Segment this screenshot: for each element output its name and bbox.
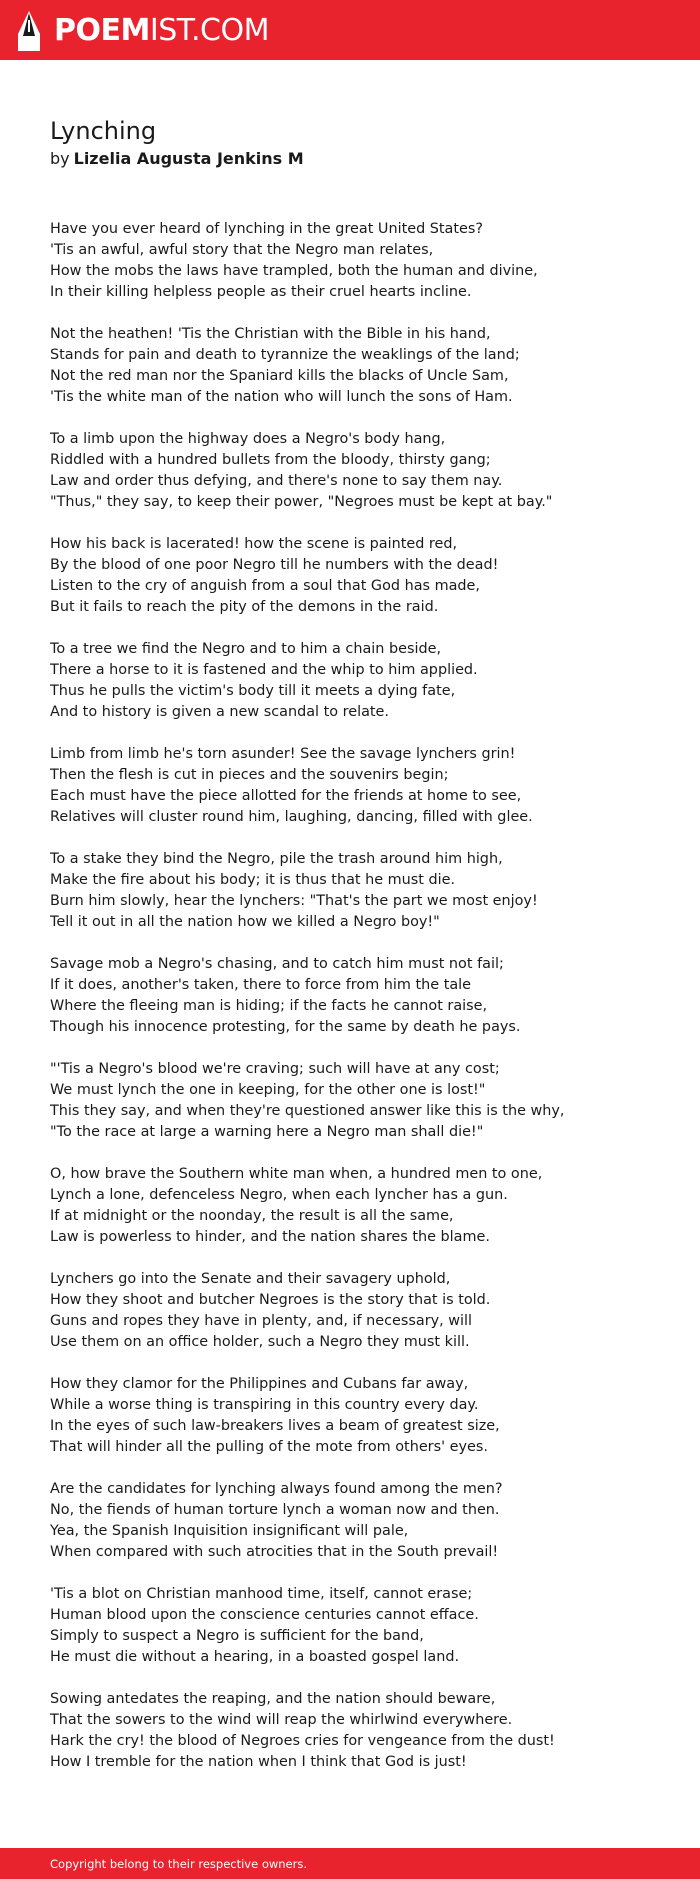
poem-line: Hark the cry! the blood of Negroes cries for vengeance from the dust! bbox=[50, 1733, 555, 1749]
poem-stanza bbox=[50, 534, 670, 618]
poem-line: Relatives will cluster round him, laughing, dancing, filled with glee. bbox=[50, 809, 533, 825]
poem-line: "'Tis a Negro's blood we're craving; such will have at any cost; bbox=[50, 1061, 500, 1077]
poem-line: If it does, another's taken, there to force from him the tale bbox=[50, 977, 472, 993]
poem-line: Limb from limb he's torn asunder! See the savage lynchers grin! bbox=[50, 746, 516, 762]
poem-line: Thus he pulls the victim's body till it meets a dying fate, bbox=[50, 683, 456, 699]
poem-line: Burn him slowly, hear the lynchers: "That's the part we most enjoy! bbox=[50, 893, 538, 909]
poem-line: He must die without a hearing, in a boasted gospel land. bbox=[50, 1649, 460, 1665]
poem-line: Not the heathen! 'Tis the Christian with the Bible in his hand, bbox=[50, 326, 491, 342]
poem-line: Savage mob a Negro's chasing, and to catch him must not fail; bbox=[50, 956, 504, 972]
poem-stanza bbox=[50, 639, 670, 723]
poem-stanza bbox=[50, 1269, 670, 1353]
byline bbox=[50, 148, 304, 170]
poem-line: Guns and ropes they have in plenty, and, if necessary, will bbox=[50, 1313, 473, 1329]
copyright-text: Copyright belong to their respective owners. bbox=[50, 1857, 308, 1871]
poem-line: Riddled with a hundred bullets from the bloody, thirsty gang; bbox=[50, 452, 491, 468]
site-header bbox=[0, 0, 700, 60]
poem-line: In their killing helpless people as their cruel hearts incline. bbox=[50, 284, 472, 300]
poem-line: Simply to suspect a Negro is sufficient for the band, bbox=[50, 1628, 424, 1644]
poem-line: That will hinder all the pulling of the mote from others' eyes. bbox=[50, 1439, 488, 1455]
poem-line: Use them on an office holder, such a Negro they must kill. bbox=[50, 1334, 470, 1350]
poem-stanza bbox=[50, 1479, 670, 1563]
poem-stanza bbox=[50, 324, 670, 408]
poem-line: Lynchers go into the Senate and their savagery uphold, bbox=[50, 1271, 451, 1287]
poem-line: How the mobs the laws have trampled, both the human and divine, bbox=[50, 263, 538, 279]
poem-line: Yea, the Spanish Inquisition insignificant will pale, bbox=[50, 1523, 409, 1539]
poem-line: Each must have the piece allotted for the friends at home to see, bbox=[50, 788, 522, 804]
poem-stanza bbox=[50, 1374, 670, 1458]
poem-line: 'Tis a blot on Christian manhood time, itself, cannot erase; bbox=[50, 1586, 473, 1602]
poem-body bbox=[50, 219, 670, 1794]
poem-line: How they shoot and butcher Negroes is the story that is told. bbox=[50, 1292, 491, 1308]
poem-stanza bbox=[50, 954, 670, 1038]
poem-line: Where the fleeing man is hiding; if the facts he cannot raise, bbox=[50, 998, 488, 1014]
poem-line: Listen to the cry of anguish from a soul that God has made, bbox=[50, 578, 480, 594]
poem-line: No, the fiends of human torture lynch a woman now and then. bbox=[50, 1502, 500, 1518]
poem-line: We must lynch the one in keeping, for the other one is lost!" bbox=[50, 1082, 486, 1098]
poem-stanza bbox=[50, 1164, 670, 1248]
poem-line: Law is powerless to hinder, and the nation shares the blame. bbox=[50, 1229, 490, 1245]
poem-line: In the eyes of such law-breakers lives a beam of greatest size, bbox=[50, 1418, 500, 1434]
poem-stanza bbox=[50, 849, 670, 933]
poem-line: Lynch a lone, defenceless Negro, when each lyncher has a gun. bbox=[50, 1187, 508, 1203]
poem-line: That the sowers to the wind will reap the whirlwind everywhere. bbox=[50, 1712, 513, 1728]
poem-line: To a tree we find the Negro and to him a chain beside, bbox=[50, 641, 442, 657]
site-logo[interactable] bbox=[16, 10, 269, 52]
logo-text-bold: POEM bbox=[54, 13, 150, 48]
poem-line: There a horse to it is fastened and the whip to him applied. bbox=[50, 662, 478, 678]
poem-line: Then the flesh is cut in pieces and the souvenirs begin; bbox=[50, 767, 449, 783]
poem-stanza bbox=[50, 429, 670, 513]
logo-text-light: IST.COM bbox=[149, 13, 269, 48]
by-prefix: by bbox=[50, 149, 70, 168]
poem-line: To a stake they bind the Negro, pile the trash around him high, bbox=[50, 851, 503, 867]
poem-line: Law and order thus defying, and there's none to say them nay. bbox=[50, 473, 503, 489]
poem-line: But it fails to reach the pity of the demons in the raid. bbox=[50, 599, 439, 615]
poem-line: When compared with such atrocities that in the South prevail! bbox=[50, 1544, 499, 1560]
poem-line: 'Tis the white man of the nation who will lunch the sons of Ham. bbox=[50, 389, 513, 405]
poem-line: And to history is given a new scandal to relate. bbox=[50, 704, 389, 720]
poem-line: Human blood upon the conscience centuries cannot efface. bbox=[50, 1607, 479, 1623]
poem-line: Though his innocence protesting, for the same by death he pays. bbox=[50, 1019, 521, 1035]
poem-line: To a limb upon the highway does a Negro's body hang, bbox=[50, 431, 446, 447]
poem-line: 'Tis an awful, awful story that the Negro man relates, bbox=[50, 242, 434, 258]
poem-line: Are the candidates for lynching always found among the men? bbox=[50, 1481, 503, 1497]
poem-line: Have you ever heard of lynching in the great United States? bbox=[50, 221, 484, 237]
poem-stanza bbox=[50, 744, 670, 828]
poem-line: Make the fire about his body; it is thus that he must die. bbox=[50, 872, 456, 888]
poem-line: How they clamor for the Philippines and Cubans far away, bbox=[50, 1376, 469, 1392]
author-name: Lizelia Augusta Jenkins M bbox=[73, 149, 304, 168]
poem-stanza bbox=[50, 1059, 670, 1143]
pen-nib-icon bbox=[16, 10, 42, 52]
poem-line: If at midnight or the noonday, the result is all the same, bbox=[50, 1208, 454, 1224]
poem-line: Sowing antedates the reaping, and the nation should beware, bbox=[50, 1691, 496, 1707]
poem-line: "To the race at large a warning here a Negro man shall die!" bbox=[50, 1124, 484, 1140]
poem-line: How his back is lacerated! how the scene is painted red, bbox=[50, 536, 458, 552]
poem-title: Lynching bbox=[50, 117, 157, 145]
poem-stanza bbox=[50, 1689, 670, 1773]
poem-line: Not the red man nor the Spaniard kills the blacks of Uncle Sam, bbox=[50, 368, 509, 384]
logo-text bbox=[54, 10, 269, 52]
poem-line: O, how brave the Southern white man when, a hundred men to one, bbox=[50, 1166, 543, 1182]
poem-line: Tell it out in all the nation how we killed a Negro boy!" bbox=[50, 914, 440, 930]
poem-line: This they say, and when they're questioned answer like this is the why, bbox=[50, 1103, 565, 1119]
site-footer bbox=[0, 1848, 700, 1879]
poem-stanza bbox=[50, 1584, 670, 1668]
poem-line: By the blood of one poor Negro till he numbers with the dead! bbox=[50, 557, 499, 573]
poem-line: How I tremble for the nation when I think that God is just! bbox=[50, 1754, 467, 1770]
poem-line: "Thus," they say, to keep their power, "Negroes must be kept at bay." bbox=[50, 494, 553, 510]
poem-line: Stands for pain and death to tyrannize the weaklings of the land; bbox=[50, 347, 520, 363]
poem-stanza bbox=[50, 219, 670, 303]
poem-line: While a worse thing is transpiring in this country every day. bbox=[50, 1397, 479, 1413]
